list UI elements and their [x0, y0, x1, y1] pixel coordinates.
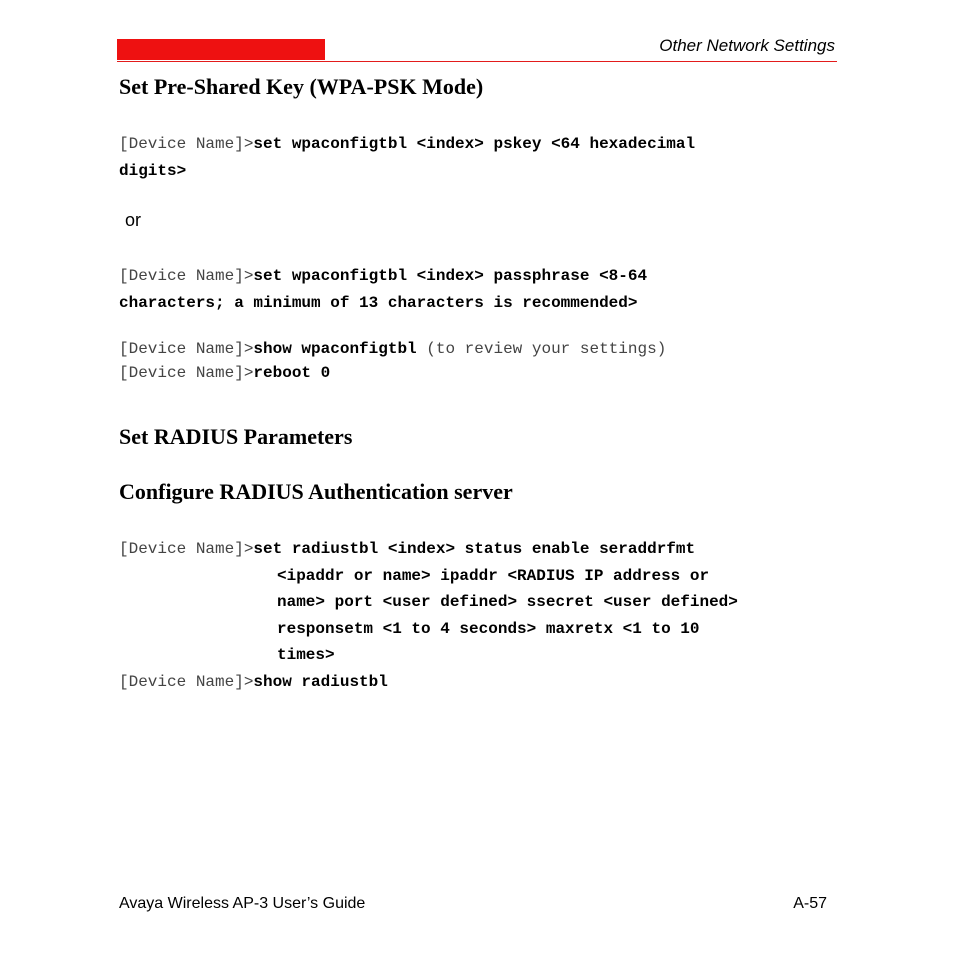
cli-prompt: [Device Name]>: [119, 135, 254, 153]
cli-prompt: [Device Name]>: [119, 267, 254, 285]
cli-command: set wpaconfigtbl <index> pskey <64 hexadecimal: [253, 135, 696, 153]
psk-heading: Set Pre-Shared Key (WPA-PSK Mode): [119, 74, 484, 99]
cli-command-continuation: name> port <user defined> ssecret <user defined>: [277, 593, 738, 611]
footer-page-number: A-57: [793, 895, 827, 912]
cli-command: show wpaconfigtbl: [253, 340, 417, 358]
radius-auth-subheading: Configure RADIUS Authentication server: [119, 479, 513, 504]
passphrase-command-block: [119, 263, 647, 316]
cli-prompt: [Device Name]>: [119, 340, 254, 358]
header-rule: [117, 61, 837, 62]
cli-comment: (to review your settings): [416, 340, 667, 358]
cli-command-continuation: times>: [277, 646, 335, 664]
cli-prompt: [Device Name]>: [119, 672, 254, 691]
running-header-title: Other Network Settings: [659, 36, 835, 55]
psk-command-block: [119, 131, 695, 184]
radius-command-block: [119, 536, 738, 695]
footer-guide-title: Avaya Wireless AP-3 User’s Guide: [119, 895, 366, 912]
cli-command-continuation: digits>: [119, 161, 187, 180]
cli-command: reboot 0: [253, 364, 331, 382]
cli-command-continuation: <ipaddr or name> ipaddr <RADIUS IP address or: [277, 566, 710, 585]
cli-command-continuation: responsetm <1 to 4 seconds> maxretx <1 to 10: [277, 619, 700, 638]
radius-heading: Set RADIUS Parameters: [119, 424, 353, 449]
cli-command: set radiustbl <index> status enable seraddrfmt: [253, 540, 696, 558]
cli-command-continuation: characters; a minimum of 13 characters is recommended>: [119, 293, 638, 312]
header-accent-bar: [117, 39, 325, 60]
cli-prompt: [Device Name]>: [119, 364, 254, 382]
or-separator: or: [125, 210, 142, 230]
cli-prompt: [Device Name]>: [119, 540, 254, 558]
review-command-block: [119, 337, 666, 385]
cli-command: set wpaconfigtbl <index> passphrase <8-64: [253, 267, 648, 285]
cli-command: show radiustbl: [253, 672, 388, 691]
